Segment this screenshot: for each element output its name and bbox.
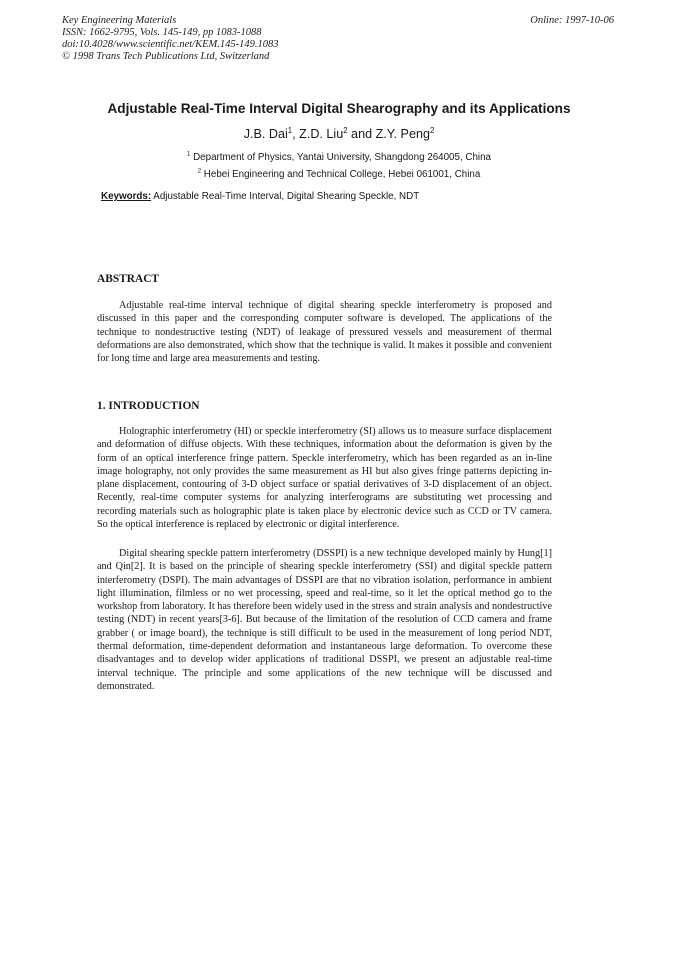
affiliation-mark: 1 [186,151,191,158]
introduction-paragraph: Digital shearing speckle pattern interferometry (DSSPI) is a new technique developed mainly by Hung[1] and Qin[2]. It is based on the principle of shearing speckle interferometry (SSI) and digital speckle pattern interferometry (DSPI). The main advantages of DSSPI are that no vibration isolation, performance in ambient light illumination, filmless or no wet processing, speed and real-time, so it let the optical method go to the workshop from laboratory. It has therefore been widely used in the stress and strain analysis and nondestructive testing (NDT) in recent years[3-6]. But because of the limitation of the resolution of CCD camera and frame grabber ( or image board), the technique is still difficult to be used in the measurement of long period NDT, thermal deformation, time-dependent deformation and instantaneous large deformation. To overcome these disadvantages and to develop wider applications of traditional DSSPI, we present an adjustable real-time interval technique. The principle and some applications of the new technique will be discussed and demonstrated. [97,548,552,692]
online-date: Online: 1997-10-06 [530,15,614,26]
keywords-text: Adjustable Real-Time Interval, Digital Shearing Speckle, NDT [153,191,420,202]
abstract-paragraph: Adjustable real-time interval technique of digital shearing speckle interferometry is proposed and discussed in this paper and the corresponding computer software is developed. The applications of the technique to nondestructive testing (NDT) of leakage of pressured vessels and measurement of thermal deformations are also demonstrated, which show that the technique is valid. It makes it possible and convenient for long time and large area measurements and testing. [97,300,552,365]
publication-metadata [62,15,279,63]
author-name: Z.Y. Peng [375,127,430,141]
author-list [0,126,678,142]
affiliation-mark: 2 [197,168,202,175]
author-affiliation-mark: 2 [429,125,435,135]
introduction-paragraph: Holographic interferometry (HI) or speckle interferometry (SI) allows us to measure surface displacement and deformation of diffuse objects. With these techniques, information about the deformation is given by the form of an optical interference fringe pattern. Speckle interferometry, which has been regarded as an in-line image holography, not only provides the same measurement as HI but also gives fringe patterns depicting in-plane displacement, contouring of 3-D object surface or spatial derivatives of 3-D displacement of an object. Recently, real-time computer systems for analyzing interferograms are substituting wet processing and recording materials such as holographic plate is taken place by electronic device such as CCD or TV camera. So the optical interference is replaced by electronic or digital interference. [97,426,552,531]
author-separator: , [292,127,300,141]
affiliation-1 [0,152,678,164]
author-affiliation-mark: 1 [287,125,293,135]
keywords-line [101,191,419,203]
affiliation-2 [0,169,678,181]
author-affiliation-mark: 2 [343,125,348,135]
doi-line: doi:10.4028/www.scientific.net/KEM.145-149.1083 [62,39,279,50]
issn-line: ISSN: 1662-9795, Vols. 145-149, pp 1083-1088 [62,27,262,38]
paper-title: Adjustable Real-Time Interval Digital Shearography and its Applications [107,101,571,116]
keywords-label: Keywords: [101,191,152,202]
introduction-heading: 1. INTRODUCTION [97,400,200,412]
abstract-heading: ABSTRACT [97,273,160,285]
author-name: J.B. Dai [243,127,288,141]
author-name: Z.D. Liu [299,127,344,141]
author-separator: and [347,127,376,141]
affiliation-text: Department of Physics, Yantai University, Shangdong 264005, China [193,152,491,163]
journal-name: Key Engineering Materials [62,15,177,26]
affiliation-text: Hebei Engineering and Technical College, Hebei 061001, China [203,169,481,180]
copyright-line: © 1998 Trans Tech Publications Ltd, Switzerland [62,51,270,62]
